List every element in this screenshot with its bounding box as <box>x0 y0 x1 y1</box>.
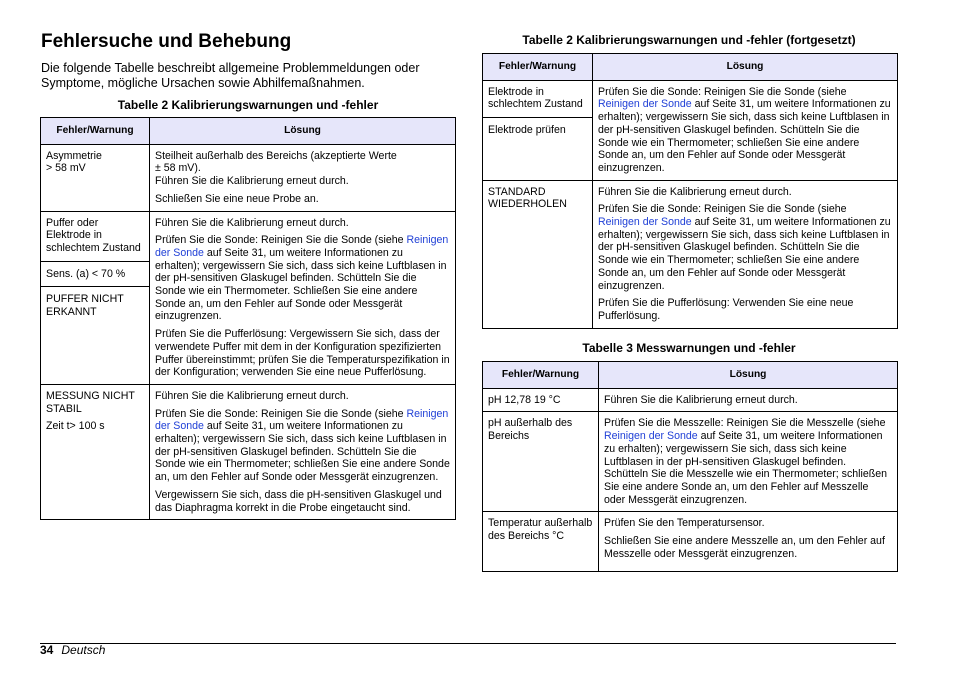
solution-cell <box>599 412 898 512</box>
solution-text: Prüfen Sie die Sonde: Reinigen Sie die Sonde (siehe Reinigen der Sonde auf Seite 31, um weitere Informationen zu erhalten); vergewissern Sie sich, dass sich keine Luftblasen in der pH-sensitiven Glaskugel befinden. Schütteln Sie die Sonde wie ein Thermometer; schließen Sie eine andere Sonde an, um den Fehler auf Sonde oder Messgerät einzugrenzen. <box>598 203 891 292</box>
table-row <box>41 211 456 384</box>
solution-cell <box>150 144 456 211</box>
solution-cell <box>593 180 898 328</box>
solution-text: Prüfen Sie die Messzelle: Reinigen Sie die Messzelle (siehe Reinigen der Sonde auf Seite 31, um weitere Informationen zu erhalten); vergewissern Sie sich, dass sich keine Luftblasen in der pH-sensitiven Glaskugel befinden. Schütteln Sie die Messzelle wie ein Thermometer; schließen Sie eine andere Sonde an, um den Fehler auf Messzelle oder Messgerät einzugrenzen. <box>604 417 888 506</box>
table-row <box>483 80 898 180</box>
table-row <box>41 144 456 211</box>
solution-text: Schließen Sie eine neue Probe an. <box>155 192 319 205</box>
page-footer <box>40 643 105 657</box>
solution-text: Steilheit außerhalb des Bereichs (akzeptierte Werte <box>155 149 397 162</box>
error-text: Zeit t> 100 s <box>46 420 105 433</box>
intro-paragraph: Die folgende Tabelle beschreibt allgemeine Problemmeldungen oder Symptome, mögliche Ursachen sowie Abhilfemaßnahmen. <box>41 61 420 90</box>
page-title: Fehlersuche und Behebung <box>41 31 292 52</box>
error-cell: Temperatur außerhalb des Bereichs °C <box>483 512 599 572</box>
page-number: 34 <box>40 643 54 657</box>
solution-text: ± 58 mV). <box>155 162 201 175</box>
reinigen-der-sonde-link[interactable]: Reinigen der Sonde <box>155 407 449 433</box>
error-text: PUFFER NICHT ERKANNT <box>41 286 150 318</box>
error-text: STANDARD WIEDERHOLEN <box>488 185 567 211</box>
error-cell <box>483 80 593 180</box>
solution-text: Prüfen Sie die Sonde: Reinigen Sie die Sonde (siehe Reinigen der Sonde auf Seite 31, um weitere Informationen zu erhalten); vergewissern Sie sich, dass sich keine Luftblasen in der pH-sensitiven Glaskugel befinden. Schütteln Sie die Sonde wie ein Thermometer. Schließen Sie eine andere Sonde an, um den Fehler auf Sonde oder Messgerät einzugrenzen. <box>155 234 449 323</box>
solution-text: Führen Sie die Kalibrierung erneut durch. <box>155 175 349 188</box>
table-caption-calibration-continued: Tabelle 2 Kalibrierungswarnungen und -fehler (fortgesetzt) <box>522 33 856 47</box>
table-caption-calibration: Tabelle 2 Kalibrierungswarnungen und -fehler <box>117 98 379 112</box>
error-text: > 58 mV <box>46 162 86 175</box>
reinigen-der-sonde-link[interactable]: Reinigen der Sonde <box>155 234 449 259</box>
table-row <box>483 512 898 572</box>
footer-divider <box>40 643 896 644</box>
column-header-solution: Lösung <box>593 54 898 81</box>
table-row <box>41 384 456 519</box>
error-cell <box>41 211 150 384</box>
column-header-error: Fehler/Warnung <box>41 118 150 145</box>
error-text: Elektrode in schlechtem Zustand <box>488 85 583 111</box>
error-cell: pH außerhalb des Bereichs <box>483 412 599 512</box>
table-row <box>483 412 898 512</box>
table-row <box>483 388 898 412</box>
solution-text: Prüfen Sie die Pufferlösung: Vergewissern Sie sich, dass der verwendete Puffer mit dem in der Konfiguration spezifizierten Puffer übereinstimmt; prüfen Sie die Temperaturspezifikation in der Konfiguration; verwenden Sie eine neue Pufferlösung. <box>155 328 450 379</box>
reinigen-der-sonde-link[interactable]: Reinigen der Sonde <box>598 98 692 111</box>
error-text: Elektrode prüfen <box>483 117 593 137</box>
solution-cell <box>593 80 898 180</box>
solution-text: Führen Sie die Kalibrierung erneut durch. <box>598 185 792 198</box>
solution-cell <box>150 211 456 384</box>
footer-language: Deutsch <box>61 643 106 657</box>
measurement-table <box>482 361 898 572</box>
column-header-solution: Lösung <box>599 362 898 389</box>
error-cell <box>41 144 150 211</box>
solution-text: Prüfen Sie die Pufferlösung: Verwenden Sie eine neue Pufferlösung. <box>598 297 854 322</box>
error-cell <box>483 180 593 328</box>
solution-text: Schließen Sie eine andere Messzelle an, um den Fehler auf Messzelle oder Messgerät einzugrenzen. <box>604 535 885 560</box>
reinigen-der-sonde-link[interactable]: Reinigen der Sonde <box>604 430 698 443</box>
solution-text: Prüfen Sie die Sonde: Reinigen Sie die Sonde (siehe Reinigen der Sonde auf Seite 31, um weitere Informationen zu erhalten); vergewissern Sie sich, dass sich keine Luftblasen in der pH-sensitiven Glaskugel befinden. Schütteln Sie die Sonde wie ein Thermometer; schließen Sie eine andere Sonde an, um den Fehler auf Sonde oder Messgerät einzugrenzen. <box>598 85 891 174</box>
solution-cell: Führen Sie die Kalibrierung erneut durch. <box>599 388 898 412</box>
table-caption-measurement: Tabelle 3 Messwarnungen und -fehler <box>582 341 796 355</box>
column-header-error: Fehler/Warnung <box>483 362 599 389</box>
solution-text: Führen Sie die Kalibrierung erneut durch. <box>155 389 349 402</box>
table-row <box>483 180 898 328</box>
solution-text: Führen Sie die Kalibrierung erneut durch. <box>155 216 349 229</box>
solution-cell <box>599 512 898 572</box>
calibration-table <box>40 117 456 520</box>
solution-cell <box>150 384 456 519</box>
column-header-error: Fehler/Warnung <box>483 54 593 81</box>
calibration-table-continued <box>482 53 898 329</box>
column-header-solution: Lösung <box>150 118 456 145</box>
error-text: Sens. (a) < 70 % <box>41 261 150 281</box>
solution-text: Vergewissern Sie sich, dass die pH-sensitiven Glaskugel und das Diaphragma korrekt in die Probe eingetaucht sind. <box>155 488 442 514</box>
error-text: Puffer oder Elektrode in schlechtem Zustand <box>46 216 141 254</box>
error-cell <box>41 384 150 519</box>
solution-text: Prüfen Sie den Temperatursensor. <box>604 517 765 530</box>
solution-text: Prüfen Sie die Sonde: Reinigen Sie die Sonde (siehe Reinigen der Sonde auf Seite 31, um weitere Informationen zu erhalten); vergewissern Sie sich, dass sich keine Luftblasen in der pH-sensitiven Glaskugel befinden. Schütteln Sie die Sonde wie ein Thermometer; schließen Sie eine andere Sonde an, um den Fehler auf Sonde oder Messgerät einzugrenzen. <box>155 407 450 484</box>
error-cell: pH 12,78 19 °C <box>483 388 599 412</box>
error-text: MESSUNG NICHT STABIL <box>46 389 135 415</box>
error-text: Asymmetrie <box>46 149 102 162</box>
reinigen-der-sonde-link[interactable]: Reinigen der Sonde <box>598 216 692 229</box>
